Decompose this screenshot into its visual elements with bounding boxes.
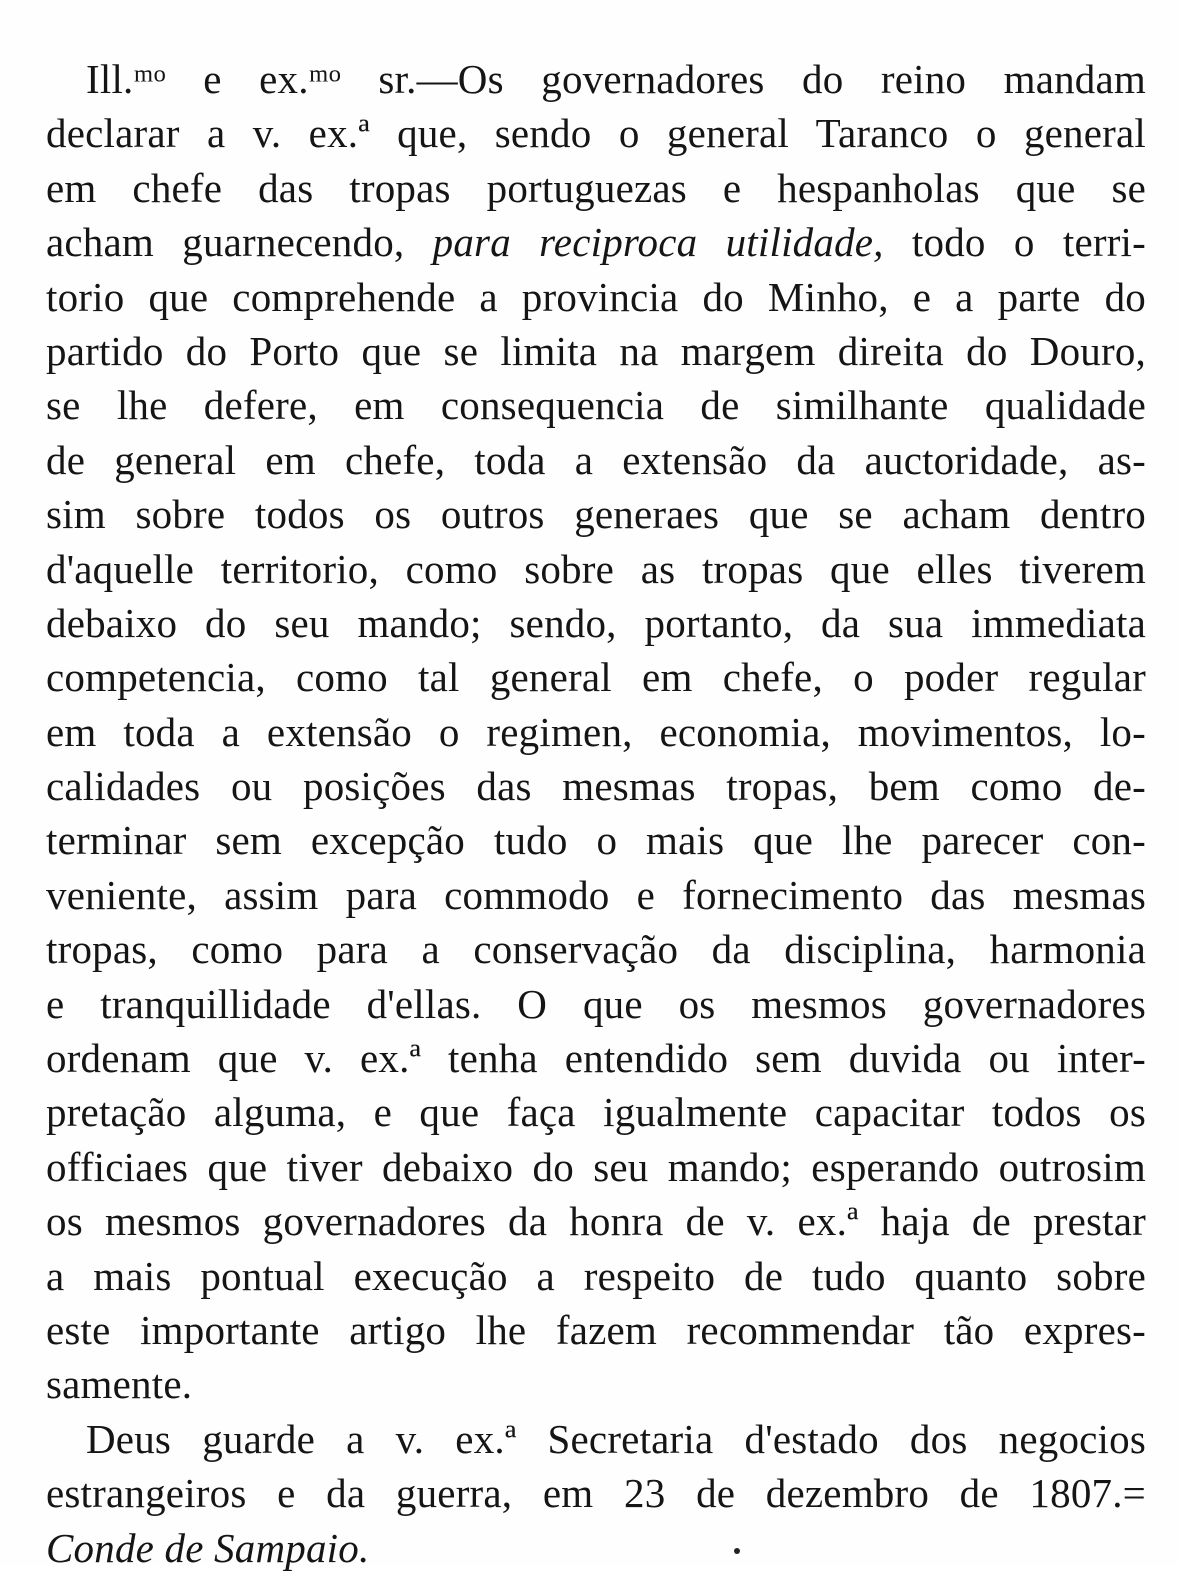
- paragraph-1-line-23: a mais pontual execução a respeito de tudo quanto sobre: [46, 1252, 1146, 1299]
- italic-phrase: para reciproca utilidade,: [432, 219, 884, 266]
- paragraph-1-line-24: este importante artigo lhe fazem recommendar tão expres-: [46, 1306, 1146, 1353]
- paragraph-1-line-9: sim sobre todos os outros generaes que se acham dentro: [46, 491, 1146, 538]
- paragraph-1-line-21: officiaes que tiver debaixo do seu mando; esperando outrosim: [46, 1143, 1146, 1190]
- signature-line: Conde de Sampaio.: [46, 1524, 370, 1571]
- paragraph-1-line-6: partido do Porto que se limita na margem direita do Douro,: [46, 327, 1146, 374]
- paragraph-1-line-25: samente.: [46, 1361, 193, 1408]
- line-4-after-italic: todo o terri-: [883, 219, 1146, 266]
- paragraph-2-line-2: estrangeiros e da guerra, em 23 de dezembro de 1807.=: [46, 1470, 1146, 1517]
- paragraph-1-line-5: torio que comprehende a provincia do Minho, e a parte do: [46, 273, 1146, 320]
- paragraph-1-line-7: se lhe defere, em consequencia de similhante qualidade: [46, 382, 1146, 429]
- ink-speck: [734, 1548, 740, 1554]
- paragraph-1-line-15: terminar sem excepção tudo o mais que lhe parecer con-: [46, 817, 1146, 864]
- paragraph-1-line-4: [46, 215, 1146, 269]
- paragraph-1-line-3: em chefe das tropas portuguezas e hespanholas que se: [46, 164, 1146, 211]
- paragraph-1-line-14: calidades ou posições das mesmas tropas, bem como de-: [46, 763, 1146, 810]
- paragraph-1-line-12: competencia, como tal general em chefe, o poder regular: [46, 654, 1146, 701]
- paragraph-1-line-17: tropas, como para a conservação da disciplina, harmonia: [46, 926, 1146, 973]
- letter-body: [46, 52, 1146, 1575]
- paragraph-1-line-13: em toda a extensão o regimen, economia, movimentos, lo-: [46, 708, 1146, 755]
- paragraph-1-line-18: e tranquillidade d'ellas. O que os mesmos governadores: [46, 980, 1146, 1027]
- line-4-before-italic: acham guarnecendo,: [46, 219, 433, 266]
- paragraph-1-line-19: ordenam que v. ex.ª tenha entendido sem duvida ou inter-: [46, 1035, 1146, 1082]
- paragraph-1-line-22: os mesmos governadores da honra de v. ex.ª haja de prestar: [46, 1198, 1146, 1245]
- paragraph-2-line-1: Deus guarde a v. ex.ª Secretaria d'estado dos negocios: [86, 1415, 1146, 1462]
- paragraph-1-line-1: Ill.ᵐᵒ e ex.ᵐᵒ sr.—Os governadores do reino mandam: [86, 56, 1146, 102]
- paragraph-1-line-2: declarar a v. ex.ª que, sendo o general Taranco o general: [46, 110, 1146, 157]
- paragraph-1-line-11: debaixo do seu mando; sendo, portanto, da sua immediata: [46, 599, 1146, 646]
- paragraph-1-line-16: veniente, assim para commodo e fornecimento das mesmas: [46, 871, 1146, 918]
- paragraph-1-line-20: pretação alguma, e que faça igualmente capacitar todos os: [46, 1089, 1146, 1136]
- paragraph-1-line-8: de general em chefe, toda a extensão da auctoridade, as-: [46, 436, 1146, 483]
- paragraph-1-line-10: d'aquelle territorio, como sobre as tropas que elles tiverem: [46, 545, 1146, 592]
